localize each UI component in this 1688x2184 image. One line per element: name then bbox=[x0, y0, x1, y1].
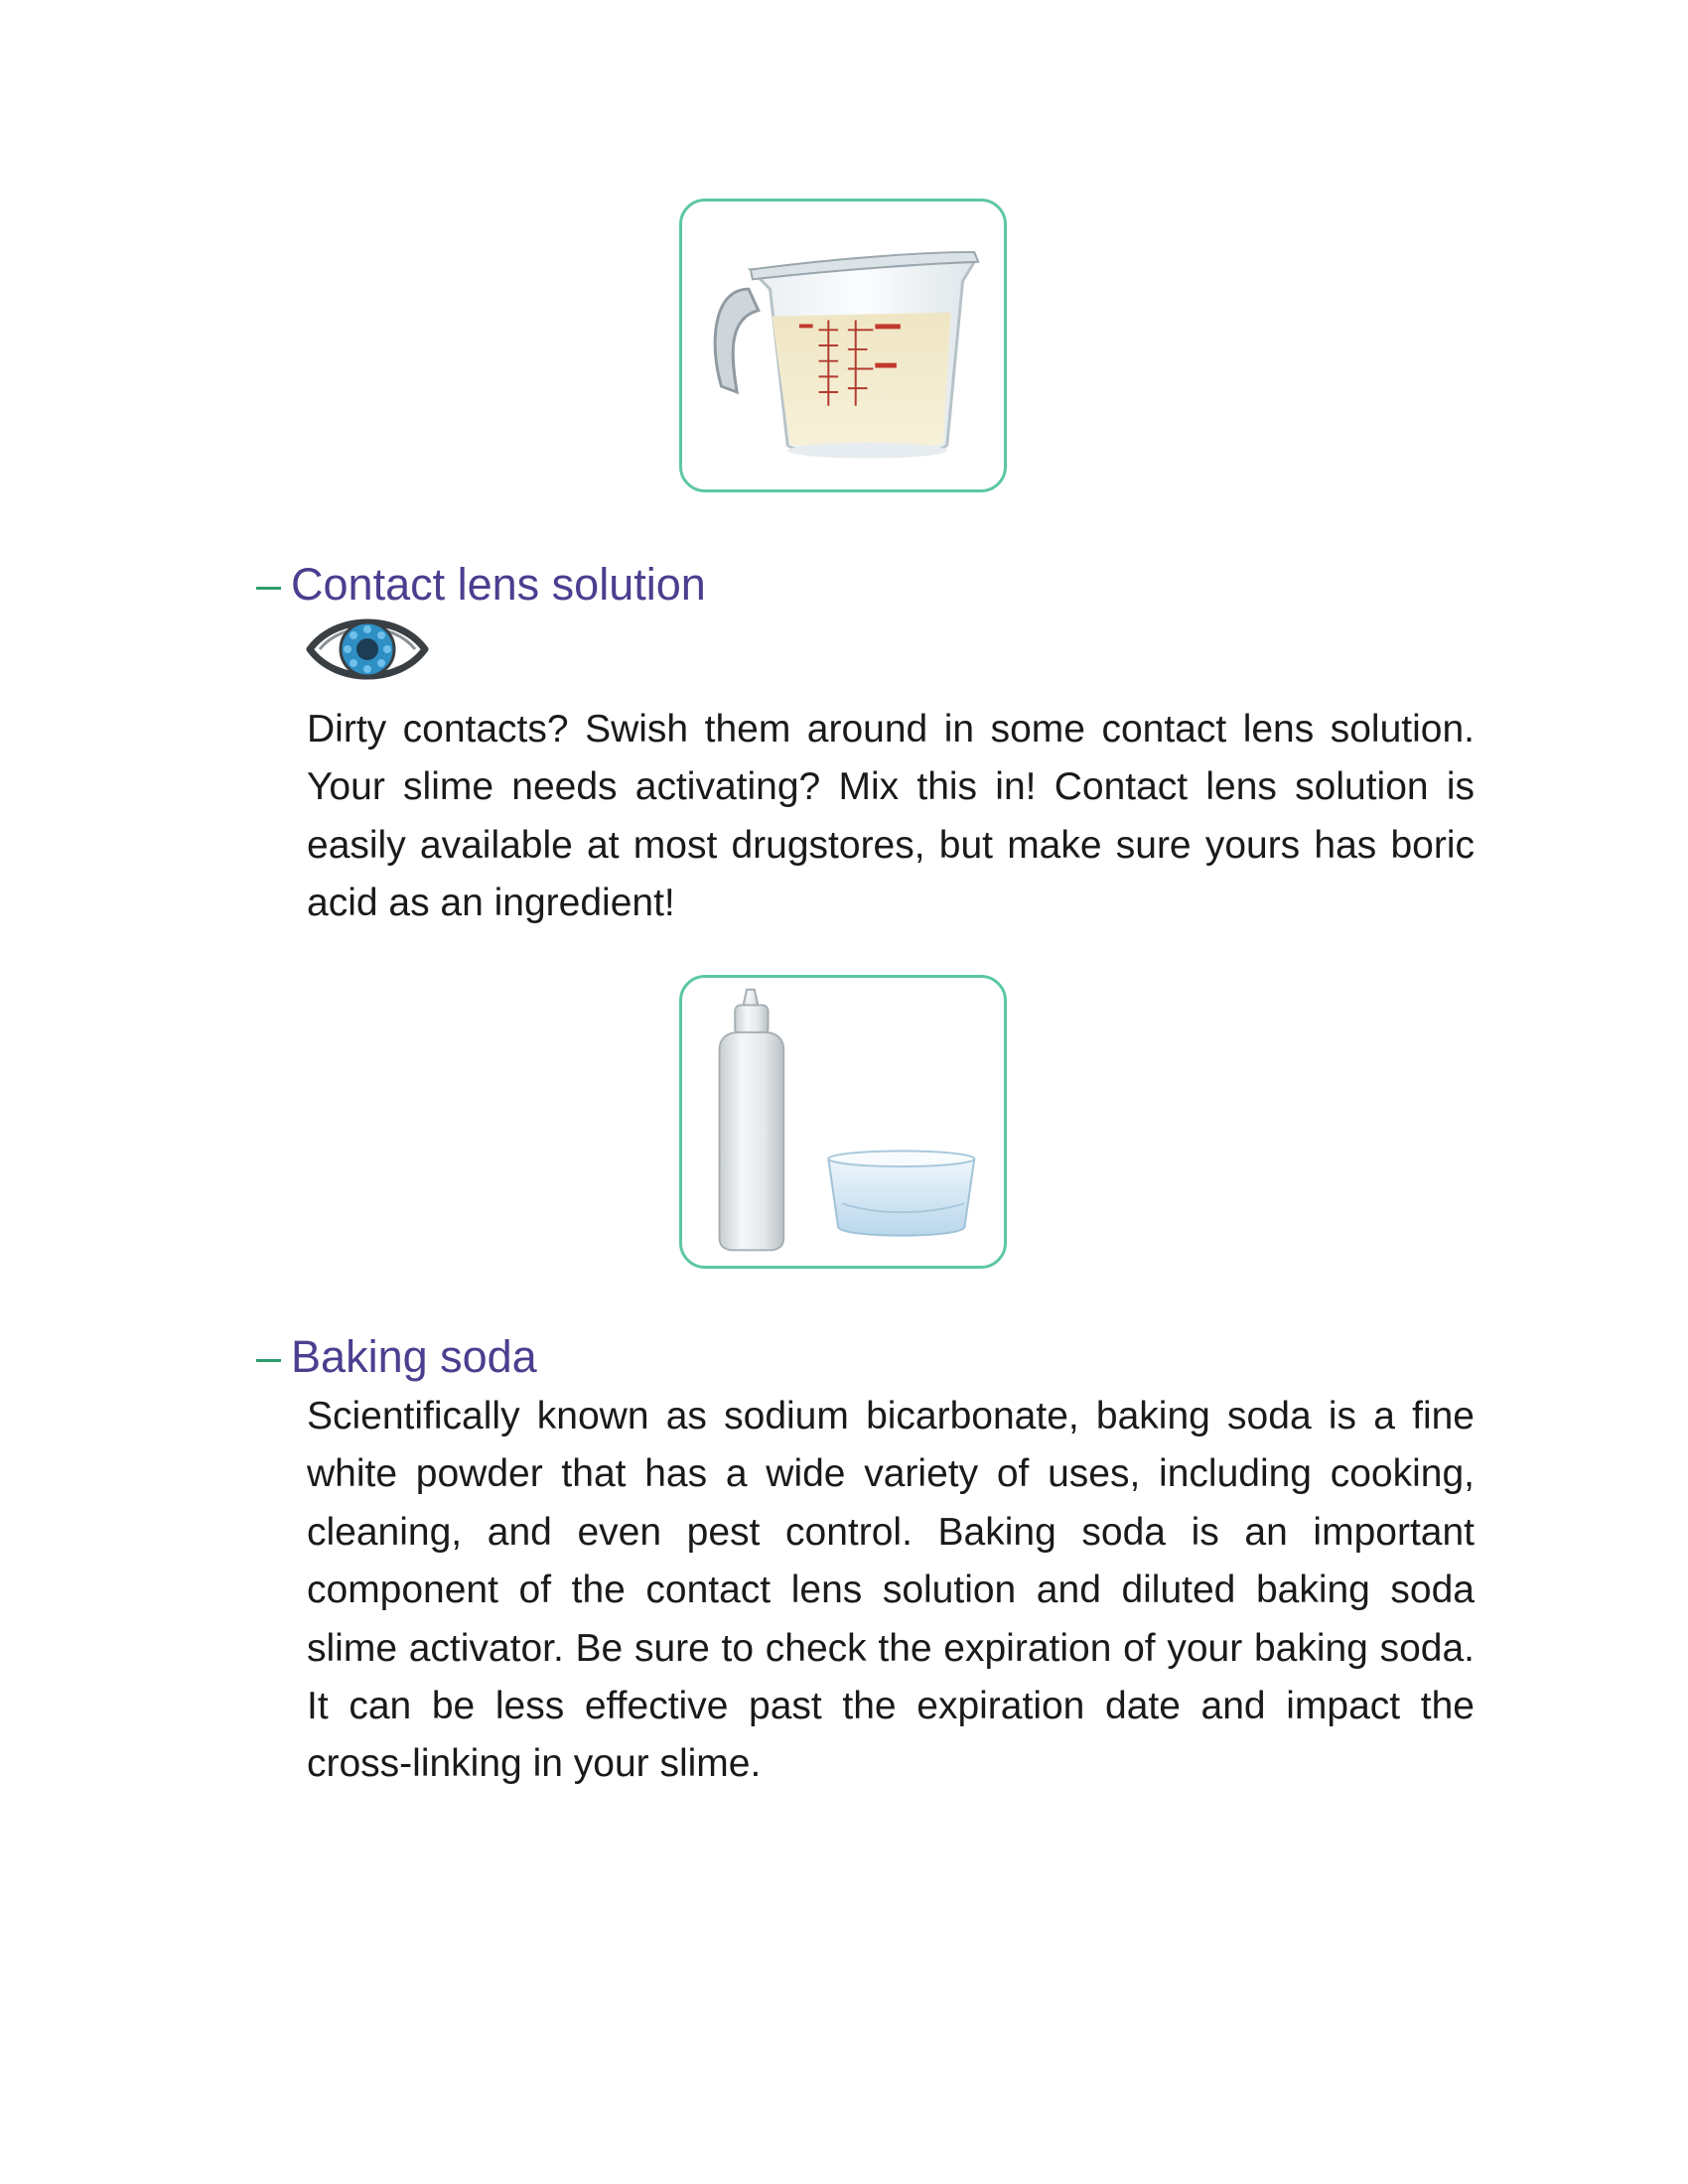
heading-dash: – bbox=[256, 1331, 282, 1382]
heading-text: Contact lens solution bbox=[291, 559, 706, 610]
heading-dash: – bbox=[256, 559, 282, 610]
section-heading-contact-lens-solution bbox=[256, 559, 706, 611]
heading-text: Baking soda bbox=[291, 1331, 537, 1382]
eye-icon bbox=[306, 610, 429, 689]
solution-bottle-and-bowl-image bbox=[679, 975, 1007, 1269]
contact-lens-solution-paragraph: Dirty contacts? Swish them around in some contact lens solution. Your slime needs activating? Mix this in! Contact lens solution is easily available at most drugstores, but make sure yours has boric acid as an ingredient! bbox=[307, 708, 1475, 925]
section-heading-baking-soda bbox=[256, 1331, 537, 1383]
baking-soda-paragraph: Scientifically known as sodium bicarbonate, baking soda is a fine white powder that has a wide variety of uses, including cooking, cleaning, and even pest control. Baking soda is an important component of the contact lens solution and diluted baking soda slime activator. Be sure to check the expiration of your baking soda. It can be less effective past the expiration date and impact the cross-linking in your slime. bbox=[307, 1395, 1475, 1786]
measuring-cup-image bbox=[679, 199, 1007, 492]
